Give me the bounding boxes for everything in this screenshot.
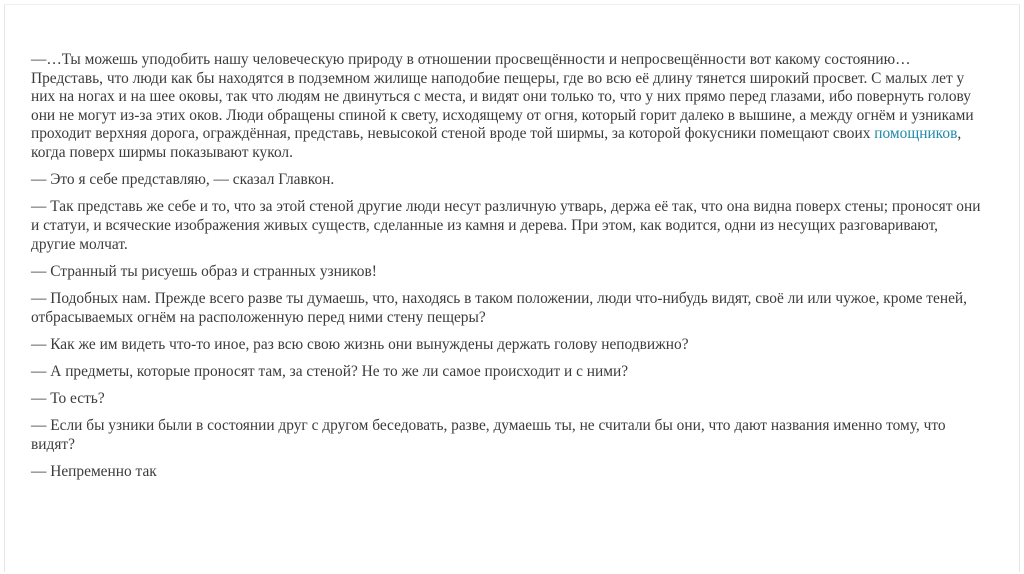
text-body <box>31 51 981 490</box>
paragraph-3: — Так представь же себе и то, что за этой стеной другие люди несут различную утварь, держа её так, что она видна поверх стены; проносят они и статуи, и всяческие изображения живых существ, сделанные из камня и дерева. При этом, как водится, одни из несущих разговаривают, другие молчат. <box>31 198 981 253</box>
helpers-link[interactable]: помощников <box>874 125 958 143</box>
paragraph-1-text-end: , когда поверх ширмы показывают кукол. <box>31 125 962 161</box>
paragraph-8: — То есть? <box>31 390 105 408</box>
paragraph-10: — Непременно так <box>31 463 157 481</box>
paragraph-2: — Это я себе представляю, — сказал Главкон. <box>31 171 335 189</box>
paragraph-1-text-start: —…Ты можешь уподобить нашу человеческую природу в отношении просвещённости и непросвещённости вот какому состоянию… Представь, что люди как бы находятся в подземном жилище наподобие пещеры, где во всю её длину тянется широкий просвет. С малых лет у них на ногах и на шее оковы, так что людям не двинуться с места, и видят они только то, что у них прямо перед глазами, ибо повернуть голову они не могут из-за этих оков. Люди обращены спиной к свету, исходящему от огня, который горит далеко в вышине, а между огнём и узниками проходит верхняя дорога, ограждённая, представь, невысокой стеной вроде той ширмы, за которой фокусники помещают своих <box>31 51 974 143</box>
paragraph-5: — Подобных нам. Прежде всего разве ты думаешь, что, находясь в таком положении, люди что-нибудь видят, своё ли или чужое, кроме теней, отбрасываемых огнём на расположенную перед ними стену пещеры? <box>31 289 967 326</box>
paragraph-7: — А предметы, которые проносят там, за стеной? Не то же ли самое происходит и с ними? <box>31 362 629 380</box>
paragraph-6: — Как же им видеть что-то иное, раз всю свою жизнь они вынуждены держать голову неподвижно? <box>31 335 689 353</box>
paragraph-9: — Если бы узники были в состоянии друг с другом беседовать, разве, думаешь ты, не считали бы они, что дают названия именно тому, что видят? <box>31 417 946 453</box>
paragraph-1 <box>31 51 981 163</box>
paragraph-4: — Странный ты рисуешь образ и странных узников! <box>31 262 377 280</box>
